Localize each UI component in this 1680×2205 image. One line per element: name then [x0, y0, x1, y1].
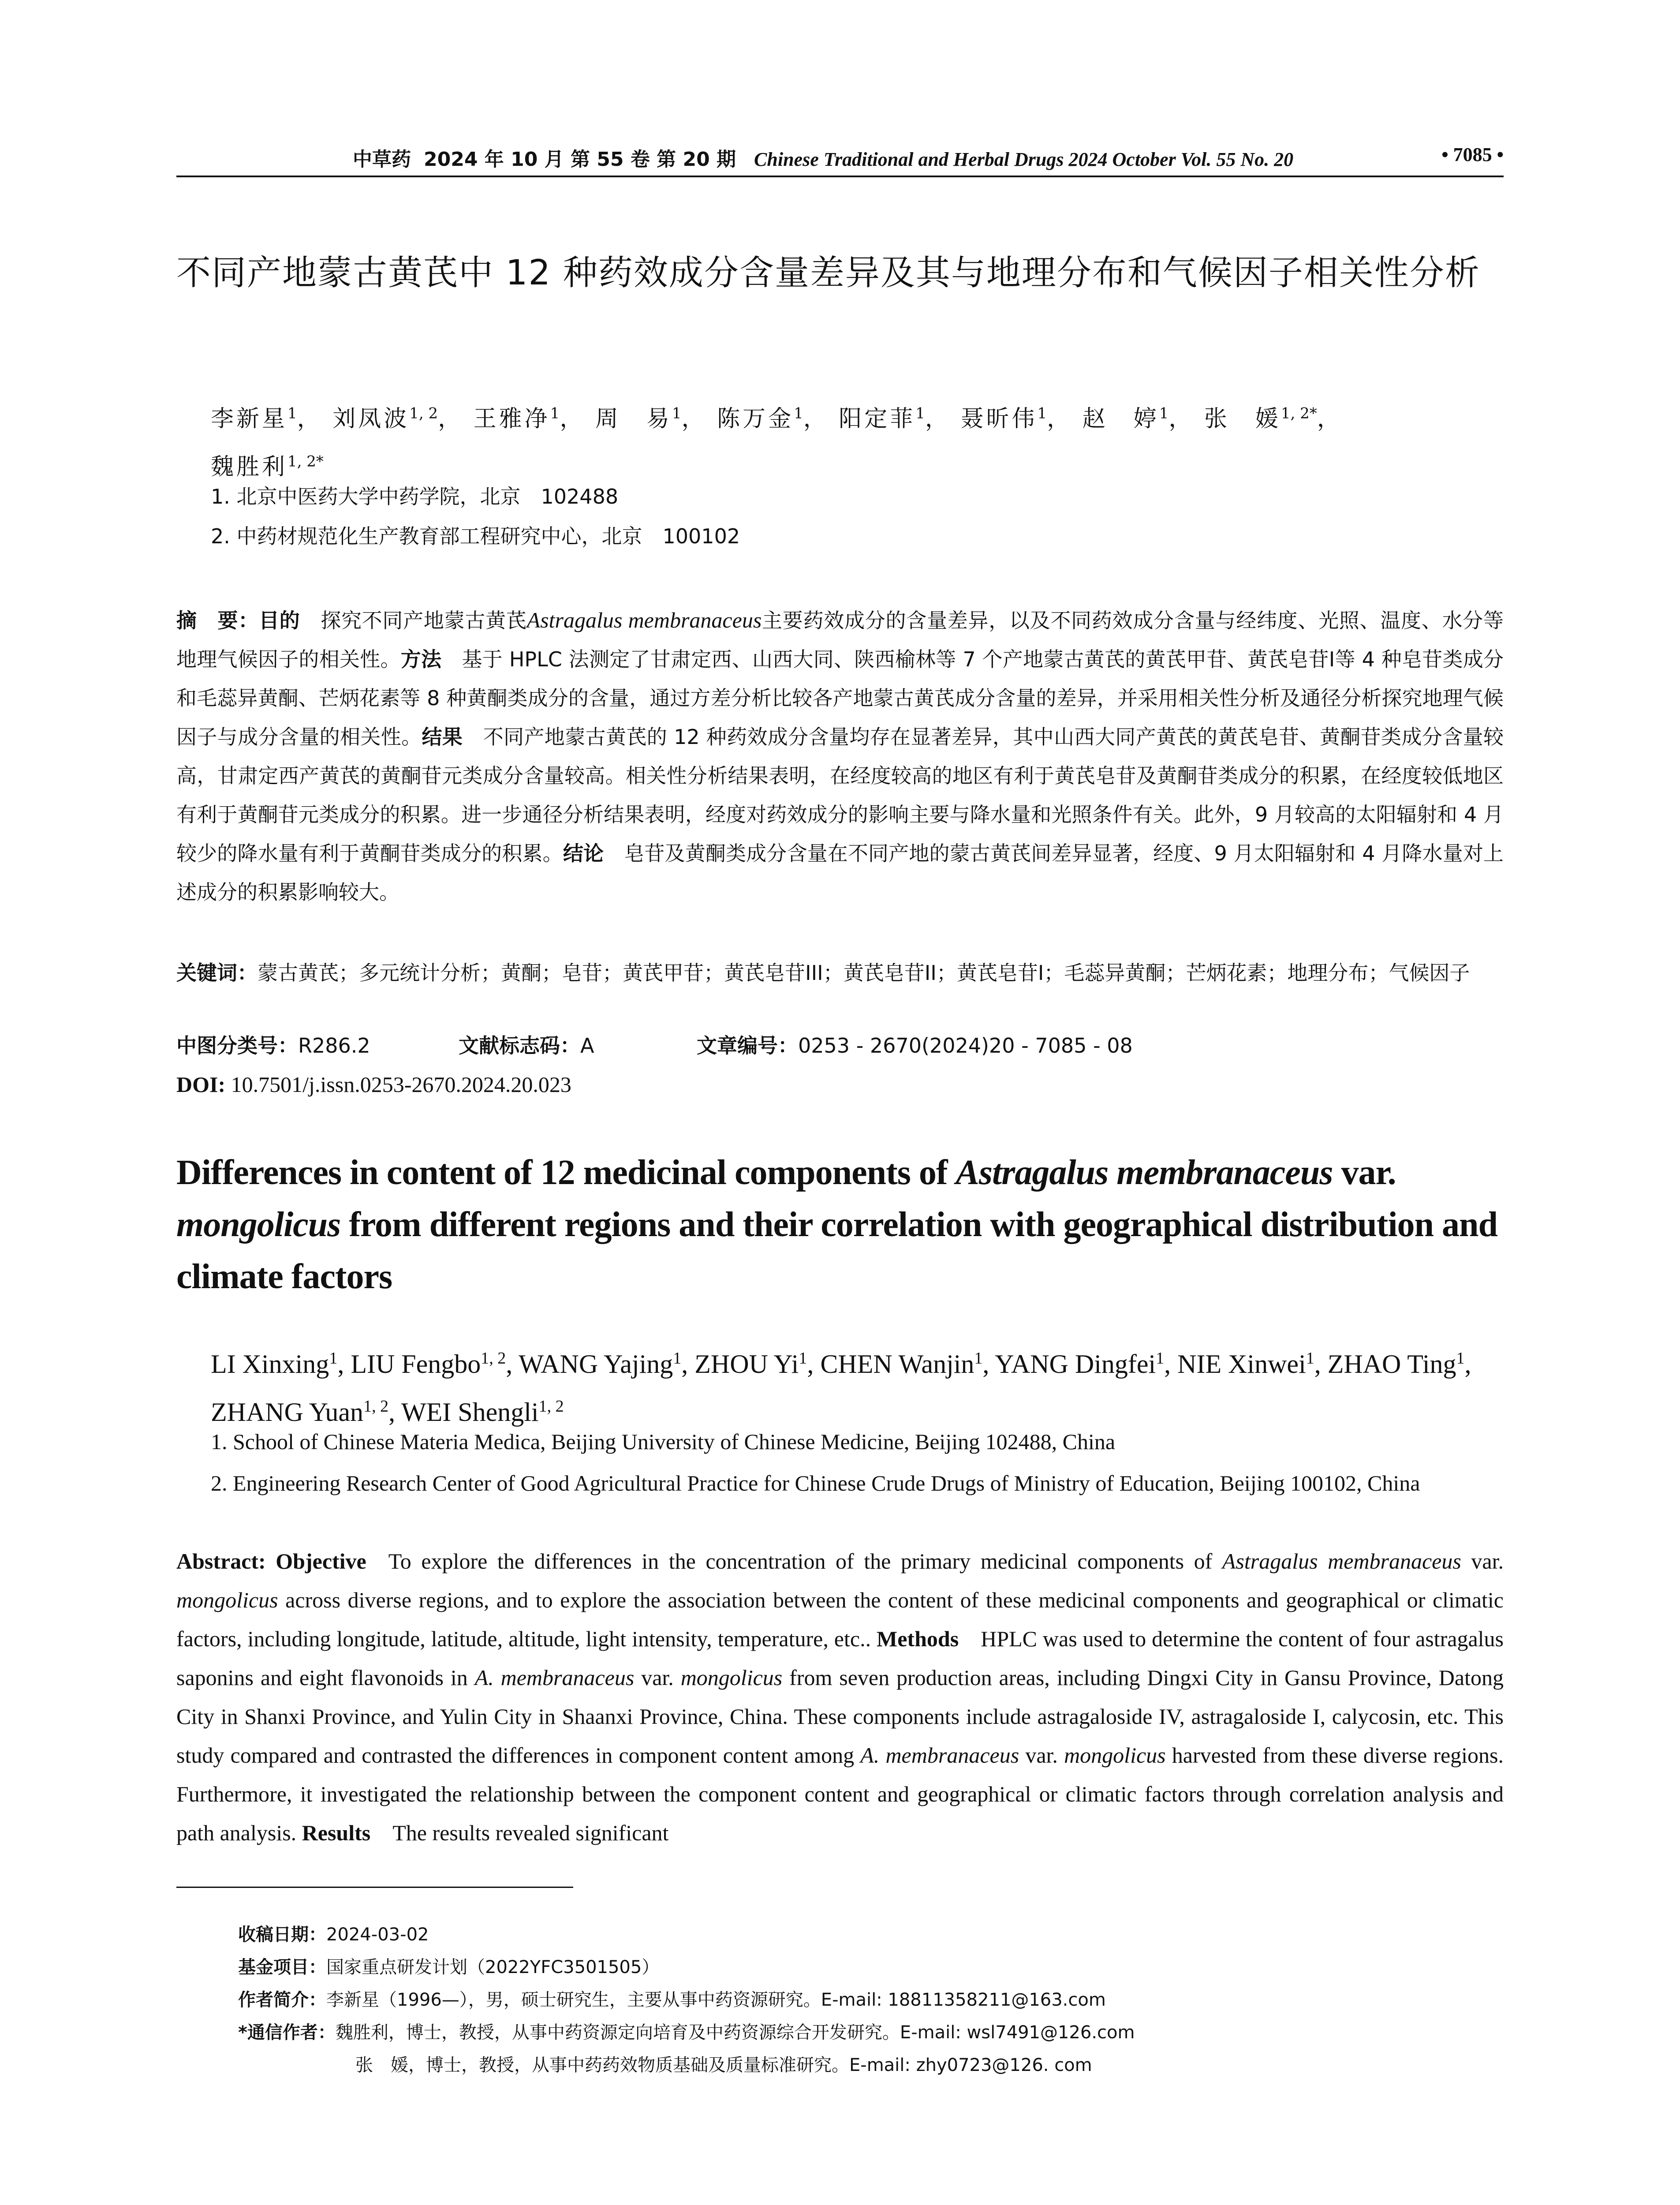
author-en: NIE Xinwei$^1$,: [1177, 1349, 1328, 1379]
running-header-left: [353, 143, 1299, 172]
author-cn: 张 媛$^{1, 2*}$，: [1204, 405, 1343, 433]
footnote-fund: 基金项目：国家重点研发计划（2022YFC3501505）: [238, 1957, 660, 1977]
clc-code: 中图分类号：R286.2: [176, 1034, 370, 1058]
header-rule: [176, 176, 1504, 177]
footnote-received: 收稿日期：2024-03-02: [238, 1925, 429, 1945]
journal-name-cn: 中草药: [353, 148, 411, 171]
author-en: WEI Shengli$^{1, 2}$: [401, 1397, 564, 1427]
author-en: ZHAO Ting$^1$,: [1327, 1349, 1471, 1379]
footnote-corresponding-2: 张 媛，博士，教授，从事中药药效物质基础及质量标准研究。E-mail: zhy0723@126. com: [355, 2055, 1092, 2075]
results-text-cn: 不同产地蒙古黄芪的 12 种药效成分含量均存在显著差异，其中山西大同产黄芪的黄芪皂苷、黄酮苷类成分含量较高，甘肃定西产黄芪的黄酮苷元类成分含量较高。相关性分析结果表明，在经度较高的地区有利于黄芪皂苷及黄酮苷类成分的积累，在经度较低地区有利于黄酮苷元类成分的积累。进一步通径分析结果表明，经度对药效成分的影响主要与降水量和光照条件有关。此外，9 月较高的太阳辐射和 4 月较少的降水量有利于黄酮苷类成分的积累。: [176, 725, 1504, 865]
title-cn: 不同产地蒙古黄芪中 12 种药效成分含量差异及其与地理分布和气候因子相关性分析: [176, 253, 1480, 293]
objective-label-cn: 目的: [258, 609, 300, 632]
author-cn: 魏胜利$^{1, 2*}$: [211, 452, 324, 480]
affiliation-cn-1: 1. 北京中医药大学中药学院，北京 102488: [211, 485, 619, 508]
footnotes: [238, 1918, 1508, 2082]
article-number: 文章编号：0253 - 2670(2024)20 - 7085 - 08: [697, 1034, 1133, 1058]
results-label-en: Results: [302, 1820, 371, 1845]
latin-name: mongolicus: [176, 1205, 341, 1244]
author-cn: 阳定菲$^1$，: [839, 405, 951, 433]
methods-text-cn: 基于 HPLC 法测定了甘肃定西、山西大同、陕西榆林等 7 个产地蒙古黄芪的黄芪甲苷、黄芪皂苷I等 4 种皂苷类成分和毛蕊异黄酮、芒炳花素等 8 种黄酮类成分的含量，通过方差分析比较各产地蒙古黄芪成分含量的差异，并采用相关性分析及通径分析探究地理气候因子与成分含量的相关性。: [176, 647, 1504, 749]
footnote-rule: [176, 1887, 573, 1888]
authors-en: [211, 1337, 1507, 1433]
affiliation-cn-2: 2. 中药材规范化生产教育部工程研究中心，北京 100102: [211, 524, 740, 548]
conclusion-text-cn: 皂苷及黄酮类成分含量在不同产地的蒙古黄芪间差异显著，经度、9 月太阳辐射和 4 月降水量对上述成分的积累影响较大。: [176, 841, 1504, 904]
author-cn: 王雅净$^1$，: [473, 405, 586, 433]
page-number: • 7085 •: [1441, 144, 1504, 165]
doi-value[interactable]: 10.7501/j.issn.0253-2670.2024.20.023: [231, 1072, 571, 1097]
latin-name: Astragalus membranaceus: [526, 608, 762, 632]
author-en: LIU Fengbo$^{1, 2}$,: [351, 1349, 519, 1379]
latin-name: mongolicus: [176, 1588, 278, 1612]
author-en: ZHANG Yuan$^{1, 2}$,: [211, 1397, 401, 1427]
running-header: [176, 143, 1504, 174]
abstract-en: Abstract: Objective To explore the differences in the concentration of the primary medicinal components of Astragalus membranaceus var. mongolicus across diverse regions, and to explore the association between the content of these medicinal components and geographical or climatic factors, including longitude, latitude, altitude, light intensity, temperature, etc.. Methods HPLC was used to determine the content of four astragalus saponins and eight flavonoids in A. membranaceus var. mongolicus from seven production areas, including Dingxi City in Gansu Province, Datong City in Shanxi Province, and Yulin City in Shaanxi Province, China. These components include astragaloside IV, astragaloside I, calycosin, etc. This study compared and contrasted the differences in component content among A. membranaceus var. mongolicus harvested from these diverse regions. Furthermore, it investigated the relationship between the component content and geographical or climatic factors through correlation analysis and path analysis. Results The results revealed significant: [176, 1549, 1504, 1845]
journal-name-en: Chinese Traditional and Herbal Drugs 2024 October Vol. 55 No. 20: [754, 149, 1294, 170]
author-cn: 聂昕伟$^1$，: [960, 405, 1073, 433]
objective-text-cn: 主要药效成分的含量差异，以及不同药效成分含量与经纬度、光照、温度、水分等地理气候因子的相关性。: [176, 609, 1504, 671]
latin-name: Astragalus membranaceus: [956, 1153, 1333, 1192]
affiliation-en-2: 2. Engineering Research Center of Good Agricultural Practice for Chinese Crude Drugs of Ministry of Education, Beijing 100102, China: [211, 1471, 1420, 1495]
author-cn: 陈万金$^1$，: [717, 405, 829, 433]
keywords-label-cn: 关键词：: [176, 961, 258, 985]
classification-line: [176, 1030, 1504, 1061]
author-cn: 赵 婷$^1$，: [1082, 405, 1195, 433]
doi-label: DOI:: [176, 1072, 226, 1097]
footnote-corresponding: *通信作者：魏胜利，博士，教授，从事中药资源定向培育及中药资源综合开发研究。E-mail: wsl7491@126.com: [238, 2022, 1135, 2043]
results-label-cn: 结果: [422, 725, 463, 749]
author-en: YANG Dingfei$^1$,: [995, 1349, 1178, 1379]
latin-name: mongolicus: [680, 1665, 783, 1690]
author-en: WANG Yajing$^1$,: [519, 1349, 695, 1379]
methods-label-cn: 方法: [400, 647, 442, 671]
methods-label-en: Methods: [877, 1626, 959, 1651]
doi: [176, 1069, 571, 1100]
issue-info-cn: 2024 年 10 月 第 55 卷 第 20 期: [424, 148, 736, 171]
conclusion-label-cn: 结论: [563, 841, 604, 865]
latin-name: A. membranaceus: [474, 1665, 635, 1690]
author-en: CHEN Wanjin$^1$,: [820, 1349, 995, 1379]
document-code: 文献标志码：A: [459, 1034, 594, 1058]
keywords-text-cn: 蒙古黄芪；多元统计分析；黄酮；皂苷；黄芪甲苷；黄芪皂苷III；黄芪皂苷II；黄芪皂苷I；毛蕊异黄酮；芒炳花素；地理分布；气候因子: [258, 961, 1470, 985]
title-en: Differences in content of 12 medicinal components of Astragalus membranaceus var. mongolicus from different regions and their correlation with geographical distribution and climate factors: [176, 1153, 1498, 1296]
abstract-objective-label-en: Abstract: Objective: [176, 1549, 366, 1573]
authors-cn: [211, 392, 1507, 488]
latin-name: A. membranaceus: [860, 1743, 1019, 1768]
objective-text-cn: 探究不同产地蒙古黄芪: [320, 609, 527, 632]
latin-name: Astragalus membranaceus: [1222, 1549, 1461, 1573]
latin-name: mongolicus: [1064, 1743, 1166, 1768]
affiliation-en-1: 1. School of Chinese Materia Medica, Beijing University of Chinese Medicine, Beijing 102488, China: [211, 1429, 1116, 1454]
author-cn: 李新星$^1$，: [211, 405, 323, 433]
abstract-label-cn: 摘 要：: [176, 609, 259, 632]
abstract-cn: [176, 601, 1504, 912]
author-cn: 周 易$^1$，: [595, 405, 707, 433]
keywords-cn: [176, 953, 1504, 992]
footnote-author-bio: 作者简介：李新星（1996—），男，硕士研究生，主要从事中药资源研究。E-mail: 18811358211@163.com: [238, 1990, 1106, 2010]
author-en: LI Xinxing$^1$,: [211, 1349, 351, 1379]
author-cn: 刘凤波$^{1, 2}$，: [332, 405, 464, 433]
author-en: ZHOU Yi$^1$,: [694, 1349, 821, 1379]
